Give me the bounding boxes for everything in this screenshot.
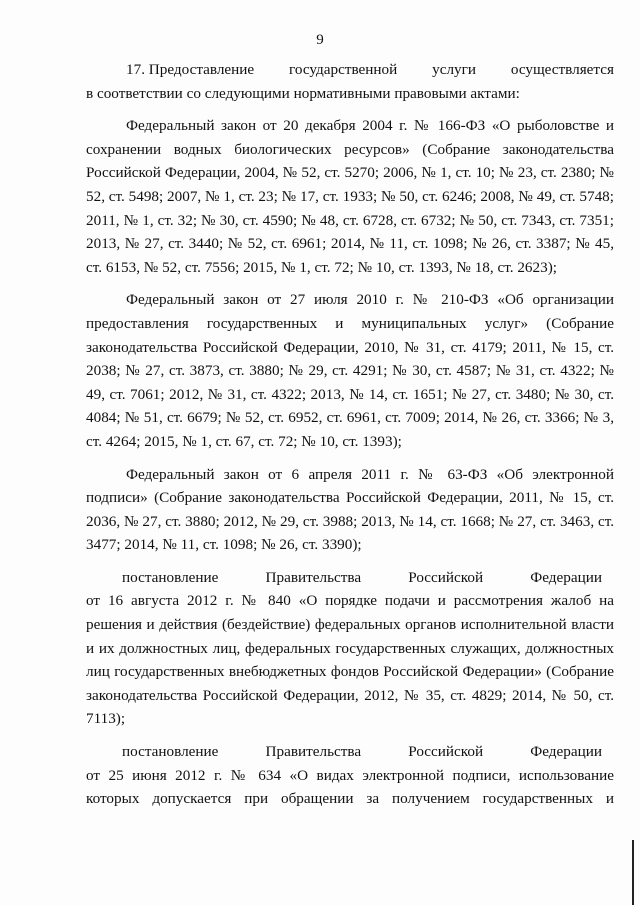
decree-lead-word: Правительства	[265, 568, 362, 586]
legal-act-line: от 25 июня 2012 г. № 634 «О видах электронной подписи, использование	[86, 766, 614, 784]
decree-lead-word: Российской	[408, 568, 484, 586]
section-heading-word: государственной	[289, 61, 398, 78]
legal-act-line: которых допускается при обращении за получением государственных и	[86, 790, 614, 808]
section-heading-line	[86, 58, 614, 82]
decree-lead-word: Федерации	[530, 568, 602, 586]
section-heading-word: услуги	[432, 61, 476, 78]
decree-lead-word: Федерации	[530, 743, 602, 761]
decree-lead-word: Правительства	[265, 743, 362, 761]
decree-lead-word: постановление	[122, 568, 219, 586]
decree-lead-word: Российской	[408, 743, 484, 761]
section-heading-word: 17. Предоставление	[126, 61, 255, 78]
legal-act-paragraph: от 16 августа 2012 г. № 840 «О порядке подачи и рассмотрения жалоб на решения и действия (бездействие) федеральных органов исполнительной власти и их должностных лиц, федеральных государственных служащих, должностных лиц государственных внебюджетных фондов Российской Федерации» (Собрание законодательства Российской Федерации, 2012, № 35, ст. 4829; 2014, № 50, ст. 7113);	[86, 592, 614, 728]
legal-act-paragraph: Федеральный закон от 6 апреля 2011 г. № 63-ФЗ «Об электронной подписи» (Собрание законодательства Российской Федерации, 2011, № 15, ст. 2036, № 27, ст. 3880; 2012, № 29, ст. 3988; 2013, № 14, ст. 1668; № 27, ст. 3463, ст. 3477; 2014, № 11, ст. 1098; № 26, ст. 3390);	[86, 465, 614, 554]
legal-act-paragraph: Федеральный закон от 27 июля 2010 г. № 210-ФЗ «Об организации предоставления государственных и муниципальных услуг» (Собрание законодательства Российской Федерации, 2010, № 31, ст. 4179; 2011, № 15, ст. 2038; № 27, ст. 3873, ст. 3880; № 29, ст. 4291; № 30, ст. 4587; № 31, ст. 4322; № 49, ст. 7061; 2012, № 31, ст. 4322; 2013, № 14, ст. 1651; № 27, ст. 3480; № 30, ст. 4084; № 51, ст. 6679; № 52, ст. 6952, ст. 6961, ст. 7009; 2014, № 26, ст. 3366; № 3, ст. 4264; 2015, № 1, ст. 67, ст. 72; № 10, ст. 1393);	[86, 291, 614, 450]
legal-act-paragraph: Федеральный закон от 20 декабря 2004 г. № 166-ФЗ «О рыболовстве и сохранении водных биологических ресурсов» (Собрание законодательства Российской Федерации, 2004, № 52, ст. 5270; 2006, № 1, ст. 10; № 23, ст. 2380; № 52, ст. 5498; 2007, № 1, ст. 23; № 17, ст. 1933; № 50, ст. 6246; 2008, № 49, ст. 5748; 2011, № 1, ст. 32; № 30, ст. 4590; № 48, ст. 6728, ст. 6732; № 50, ст. 7343, ст. 7351; 2013, № 27, ст. 3440; № 52, ст. 6961; 2014, № 11, ст. 1098; № 26, ст. 3387; № 45, ст. 6153, № 52, ст. 7556; 2015, № 1, ст. 72; № 10, ст. 1393, № 18, ст. 2623);	[86, 117, 614, 276]
section-heading-rest: в соответствии со следующими нормативными правовыми актами:	[86, 84, 520, 102]
document-body	[86, 58, 614, 811]
decree-lead-word: постановление	[122, 743, 219, 761]
scan-margin-line	[632, 840, 634, 905]
decree-lead-line	[86, 566, 614, 590]
page-number: 9	[316, 32, 324, 48]
decree-lead-line	[86, 740, 614, 764]
section-heading-word: осуществляется	[510, 61, 614, 78]
